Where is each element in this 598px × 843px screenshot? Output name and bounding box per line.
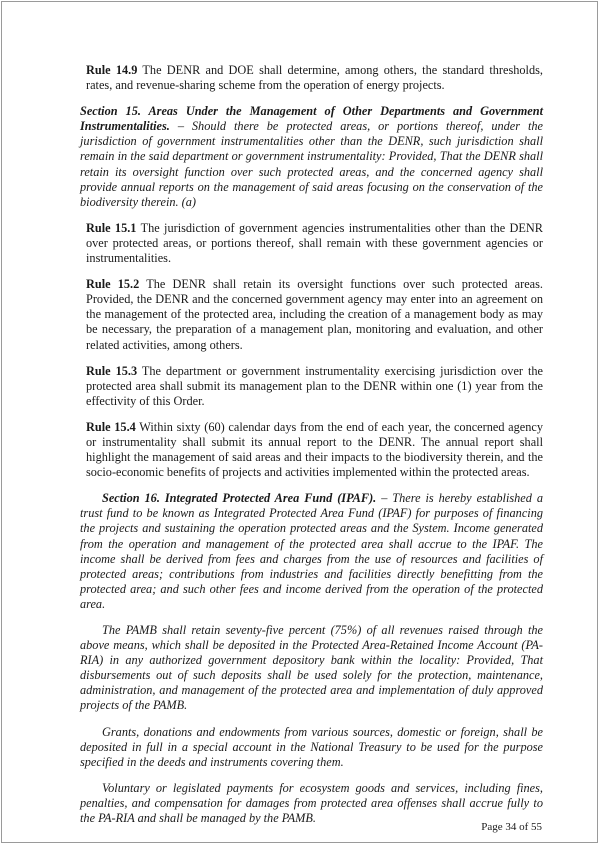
page-number: Page 34 of 55 — [481, 821, 542, 833]
rule-15-3 — [80, 364, 543, 409]
section-title: Section 16. Integrated Protected Area Fund (IPAF). — [102, 491, 377, 506]
rule-15-1 — [80, 221, 543, 266]
rule-label: Rule 15.4 — [86, 419, 136, 434]
section-16-para-4: Voluntary or legislated payments for ecosystem goods and services, including fines, penalties, and compensation for damages from protected area offenses shall accrue fully to the PA-RIA and shall be managed by the PAMB. — [80, 780, 543, 826]
rule-text: The DENR shall retain its oversight functions over such protected areas. Provided, the DENR and the concerned government agency may enter into an agreement on the management of the protected area, including the creation of a management body as may be necessary, the preparation of a management plan, monitoring and evaluation, and other related activities, among others. — [86, 277, 543, 352]
section-16 — [80, 491, 543, 612]
rule-label: Rule 14.9 — [86, 63, 138, 77]
rule-label: Rule 15.3 — [86, 363, 138, 378]
section-16-para-2: The PAMB shall retain seventy-five percent (75%) of all revenues raised through the above means, which shall be deposited in the Protected Area-Retained Income Account (PA-RIA) in any authorized government depository bank within the locality: Provided, That disbursements out of such deposits shall be used solely for the protection, maintenance, administration, and management of the protected area and implementation of duly approved projects of the PAMB. — [80, 623, 543, 713]
section-title: Section 15. Areas Under the Management of Other Departments and Government Instrumentalities. — [80, 104, 543, 134]
rule-15-4 — [80, 420, 543, 480]
rule-15-2 — [80, 277, 543, 352]
section-15 — [80, 104, 543, 210]
rule-text: Within sixty (60) calendar days from the end of each year, the concerned agency or instrumentality shall submit its annual report to the DENR. The annual report shall highlight the management of said areas and their impacts to the biodiversity therein, and the socio-economic benefits of projects and activities implemented within the protected areas. — [86, 419, 543, 480]
document-body — [80, 63, 543, 837]
rule-text: The jurisdiction of government agencies instrumentalities other than the DENR over protected areas, or portions thereof, shall remain with these government agencies or instrumentalities. — [86, 220, 543, 266]
section-text: – Should there be protected areas, or portions thereof, under the jurisdiction of government instrumentalities other than the DENR, such jurisdiction shall remain in the said department or government instrumentality: Provided, That the DENR shall retain its oversight function over such protected areas, and the concerned agency shall provide annual reports on the management of said areas focusing on the conservation of the biodiversity therein. (a) — [80, 119, 543, 209]
rule-text: The department or government instrumentality exercising jurisdiction over the protected area shall submit its management plan to the DENR within one (1) year from the effectivity of this Order. — [86, 363, 543, 408]
section-text: – There is hereby established a trust fund to be known as Integrated Protected Area Fund (IPAF) for purposes of financing the projects and sustaining the operation protected areas and the System. Income generated from the operation and management of the protected area shall accrue to the IPAF. The income shall be derived from fees and charges from the use of resources and facilities of protected areas; contributions from industries and facilities directly benefitting from the protected area; and such other fees and income derived from the operation of the protected area. — [80, 491, 543, 611]
rule-text: The DENR and DOE shall determine, among others, the standard thresholds, rates, and revenue-sharing scheme from the operation of energy projects. — [86, 63, 543, 93]
rule-label: Rule 15.2 — [86, 277, 140, 292]
section-16-para-3: Grants, donations and endowments from various sources, domestic or foreign, shall be deposited in full in a special account in the National Treasury to be used for the purpose specified in the deeds and instruments covering them. — [80, 724, 543, 769]
rule-14-9 — [80, 63, 543, 93]
rule-label: Rule 15.1 — [86, 220, 137, 235]
